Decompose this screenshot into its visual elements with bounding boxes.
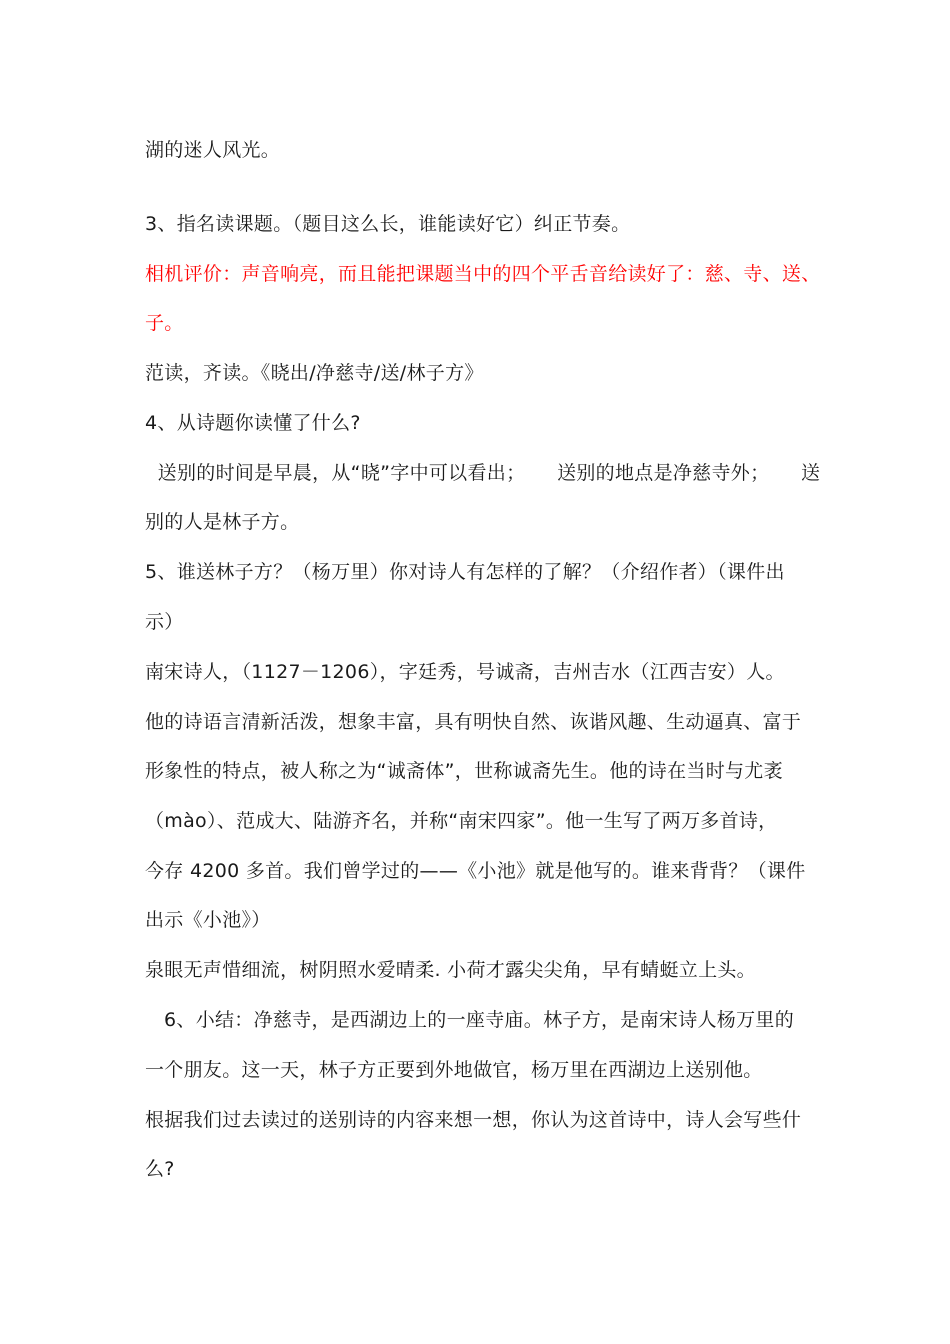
text-line-item-5: 5、谁送林子方？（杨万里）你对诗人有怎样的了解？（介绍作者）（课件出 — [145, 561, 785, 583]
text-line-question-1: 根据我们过去读过的送别诗的内容来想一想，你认为这首诗中，诗人会写些什 — [145, 1109, 802, 1131]
text-line-1: 湖的迷人风光。 — [145, 139, 281, 161]
text-line-author-2: 他的诗语言清新活泼，想象丰富，具有明快自然、诙谐风趣、生动逼真、富于 — [145, 711, 802, 733]
text-line-author-6: 出示《小池》） — [145, 909, 271, 931]
text-line-author-4: （mào）、范成大、陆游齐名，并称“南宋四家”。他一生写了两万多首诗， — [145, 810, 778, 832]
text-line-summary-2: 一个朋友。这一天，林子方正要到外地做官，杨万里在西湖边上送别他。 — [145, 1059, 763, 1081]
text-line-author-3: 形象性的特点，被人称之为“诚斋体”，世称诚斋先生。他的诗在当时与尤袤 — [145, 760, 783, 782]
red-comment-line-2: 子。 — [145, 312, 184, 334]
red-comment-line-1: 相机评价：声音响亮，而且能把课题当中的四个平舌音给读好了：慈、寺、送、 — [145, 263, 821, 285]
text-line-farewell-1: 送别的时间是早晨，从“晓”字中可以看出； 送别的地点是净慈寺外； 送 — [145, 462, 821, 484]
text-line-reading: 范读，齐读。《晓出/净慈寺/送/林子方》 — [145, 362, 484, 384]
text-line-item-3: 3、指名读课题。（题目这么长，谁能读好它）纠正节奏。 — [145, 213, 631, 235]
text-line-author-1: 南宋诗人，（1127－1206），字廷秀，号诚斋，吉州吉水（江西吉安）人。 — [145, 661, 785, 683]
text-line-poem: 泉眼无声惜细流，树阴照水爱晴柔. 小荷才露尖尖角，早有蜻蜓立上头。 — [145, 959, 756, 981]
text-line-question-2: 么? — [145, 1158, 175, 1180]
text-line-item-4: 4、从诗题你读懂了什么? — [145, 412, 361, 434]
text-line-item-5-cont: 示） — [145, 611, 184, 633]
text-line-author-5: 今存 4200 多首。我们曾学过的——《小池》就是他写的。谁来背背？（课件 — [145, 860, 806, 882]
text-line-summary-1: 6、小结：净慈寺，是西湖边上的一座寺庙。林子方，是南宋诗人杨万里的 — [145, 1009, 795, 1031]
text-line-farewell-2: 别的人是林子方。 — [145, 511, 300, 533]
